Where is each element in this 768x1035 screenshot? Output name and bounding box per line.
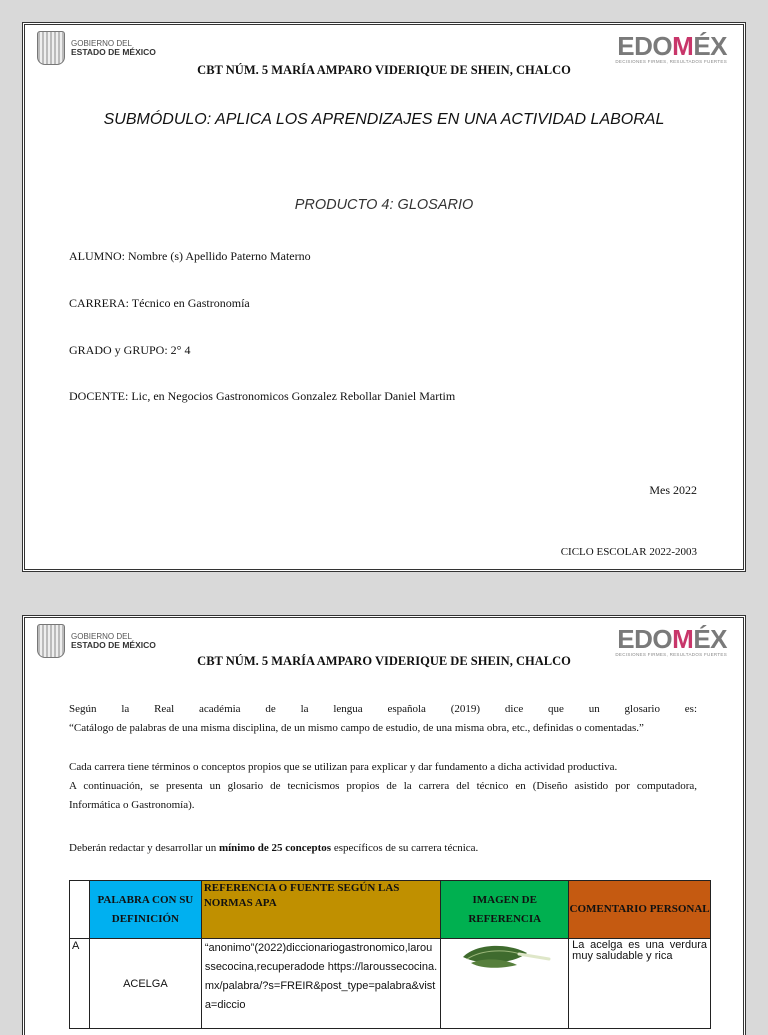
glossary-table xyxy=(69,880,711,1029)
row-reference: “anonimo”(2022)diccionariogastronomico,laroussecocina,recuperadode https://laroussecocina.mx/palabra/?s=FREIR&post_type=palabra&vista=diccio xyxy=(201,939,440,1029)
teacher-field: DOCENTE: Lic, en Negocios Gastronomicos Gonzalez Rebollar Daniel Martim xyxy=(69,389,456,403)
product-title: PRODUCTO 4: GLOSARIO xyxy=(294,197,474,213)
school-name: CBT NÚM. 5 MARÍA AMPARO VIDERIQUE DE SHEIN, CHALCO xyxy=(197,654,571,668)
row-comment: La acelga es una verdura muy saludable y rica xyxy=(569,939,711,1029)
row-letter: A xyxy=(70,939,90,1029)
gov-line-2: ESTADO DE MÉXICO xyxy=(71,640,156,650)
state-seal-icon xyxy=(37,624,65,658)
gov-line-2: ESTADO DE MÉXICO xyxy=(71,47,156,57)
gov-line-1: GOBIERNO DEL xyxy=(71,39,132,48)
reference-header: REFERENCIA O FUENTE SEGÚN LAS NORMAS APA xyxy=(201,881,440,939)
row-word: ACELGA xyxy=(89,939,201,1029)
school-cycle: CICLO ESCOLAR 2022-2003 xyxy=(560,546,697,558)
brand-part-b: M xyxy=(672,624,694,654)
edomex-logo xyxy=(615,626,727,657)
row-image xyxy=(441,939,569,1029)
intro-line-1: Según la Real académia de la lengua española (2019) dice que un glosario es: xyxy=(69,703,697,715)
brand-slogan: DECISIONES FIRMES, RESULTADOS FUERTES xyxy=(615,652,727,657)
image-header: IMAGEN DE REFERENCIA xyxy=(441,881,569,939)
grade-group-field: GRADO y GRUPO: 2° 4 xyxy=(69,343,191,357)
comment-header: COMENTARIO PERSONAL xyxy=(569,881,711,939)
cover-page xyxy=(22,22,746,572)
month-year: Mes 2022 xyxy=(649,483,697,497)
edomex-logo xyxy=(615,33,727,64)
submodule-title: SUBMÓDULO: APLICA LOS APRENDIZAJES EN UNA ACTIVIDAD LABORAL xyxy=(103,111,665,128)
intro-line-5: Informática o Gastronomía). xyxy=(69,799,195,811)
letter-header xyxy=(70,881,90,939)
brand-part-b: M xyxy=(672,31,694,61)
minimum-concepts: mínimo de 25 conceptos xyxy=(218,842,332,854)
intro-line-3: Cada carrera tiene términos o conceptos propios que se utilizan para explicar y dar fundamento a dicha actividad productiva. xyxy=(69,761,618,773)
instruction-line: Deberán redactar y desarrollar un mínimo de 25 conceptos específicos de su carrera técnica. xyxy=(69,842,479,854)
table-row xyxy=(70,939,711,1029)
chard-leaf-icon xyxy=(457,939,553,971)
brand-slogan: DECISIONES FIRMES, RESULTADOS FUERTES xyxy=(615,59,727,64)
intro-line-4: A continuación, se presenta un glosario de tecnicismos propios de la carrera del técnico en (Diseño asistido por computadora, xyxy=(69,780,697,792)
brand-part-a: EDO xyxy=(617,31,673,61)
brand-part-a: EDO xyxy=(617,624,673,654)
career-field: CARRERA: Técnico en Gastronomía xyxy=(69,296,250,310)
word-header: PALABRA CON SU DEFINICIÓN xyxy=(89,881,201,939)
table-header-row xyxy=(70,881,711,939)
government-logo xyxy=(37,624,156,658)
student-field: ALUMNO: Nombre (s) Apellido Paterno Materno xyxy=(69,249,311,263)
government-logo xyxy=(37,31,156,65)
intro-line-2: “Catálogo de palabras de una misma disciplina, de un mismo campo de estudio, de una misma obra, etc., definidas o comentadas.” xyxy=(69,722,644,734)
state-seal-icon xyxy=(37,31,65,65)
gov-line-1: GOBIERNO DEL xyxy=(71,632,132,641)
glossary-page xyxy=(22,615,746,1035)
school-name: CBT NÚM. 5 MARÍA AMPARO VIDERIQUE DE SHEIN, CHALCO xyxy=(197,63,571,77)
brand-part-c: ÉX xyxy=(693,31,727,61)
brand-part-c: ÉX xyxy=(693,624,727,654)
